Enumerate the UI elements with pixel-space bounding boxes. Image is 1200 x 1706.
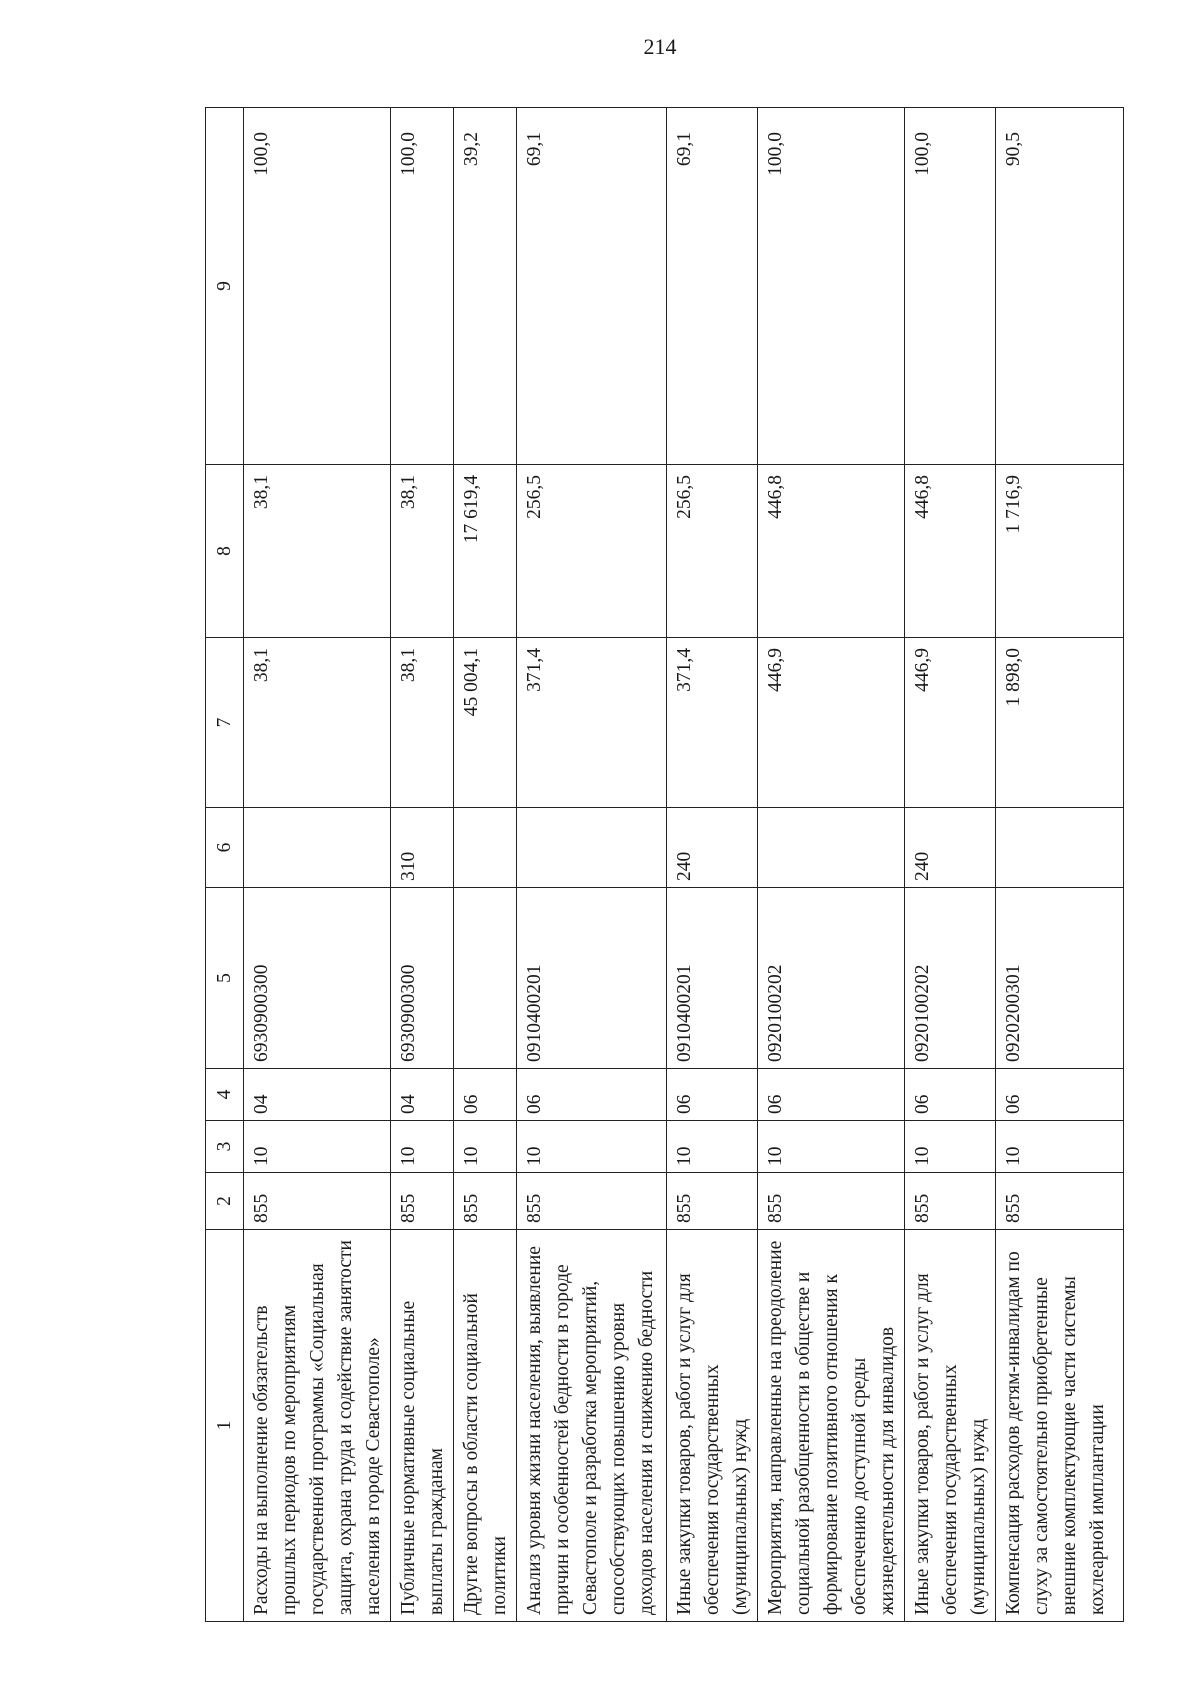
row-1-col-3: 10: [244, 1121, 391, 1173]
row-5-col-6: 240: [667, 808, 758, 888]
row-1-col-6: [244, 808, 391, 888]
header-col-7: 7: [206, 638, 244, 808]
row-6-col-5: 0920100202: [758, 888, 905, 1069]
row-2-col-7: 38,1: [391, 638, 454, 808]
row-2-col-6: 310: [391, 808, 454, 888]
row-8-col-3: 10: [996, 1121, 1124, 1173]
row-1-col-4: 04: [244, 1069, 391, 1121]
row-3-col-3: 10: [454, 1121, 517, 1173]
budget-table: [205, 107, 1124, 1622]
row-7-col-9: 100,0: [905, 108, 996, 465]
row-7-col-8: 446,8: [905, 465, 996, 638]
row-2-col-2: 855: [391, 1173, 454, 1230]
table-row: [454, 108, 517, 1622]
row-6-col-3: 10: [758, 1121, 905, 1173]
row-8-col-8: 1 716,9: [996, 465, 1124, 638]
row-6-col-4: 06: [758, 1069, 905, 1121]
table-row: [758, 108, 905, 1622]
row-7-col-3: 10: [905, 1121, 996, 1173]
row-1-col-7: 38,1: [244, 638, 391, 808]
row-5-col-8: 256,5: [667, 465, 758, 638]
row-1-name: Расходы на выполнение обязательств прошлых периодов по мероприятиям государственной программы «Социальная защита, охрана труда и содействие занятости населения в городе Севастополе»: [244, 1230, 391, 1622]
row-2-col-9: 100,0: [391, 108, 454, 465]
header-col-1: 1: [206, 1230, 244, 1622]
row-4-col-6: [517, 808, 667, 888]
row-5-col-3: 10: [667, 1121, 758, 1173]
row-8-col-6: [996, 808, 1124, 888]
row-6-col-8: 446,8: [758, 465, 905, 638]
row-6-col-6: [758, 808, 905, 888]
row-8-col-4: 06: [996, 1069, 1124, 1121]
row-2-col-3: 10: [391, 1121, 454, 1173]
row-6-col-7: 446,9: [758, 638, 905, 808]
row-4-col-7: 371,4: [517, 638, 667, 808]
row-8-col-5: 0920200301: [996, 888, 1124, 1069]
row-8-col-7: 1 898,0: [996, 638, 1124, 808]
header-col-3: 3: [206, 1121, 244, 1173]
row-4-col-3: 10: [517, 1121, 667, 1173]
header-col-8: 8: [206, 465, 244, 638]
header-col-2: 2: [206, 1173, 244, 1230]
row-5-name: Иные закупки товаров, работ и услуг для обеспечения государственных (муниципальных) нужд: [667, 1230, 758, 1622]
row-3-col-6: [454, 808, 517, 888]
row-4-col-9: 69,1: [517, 108, 667, 465]
row-3-col-9: 39,2: [454, 108, 517, 465]
row-7-col-2: 855: [905, 1173, 996, 1230]
table-row: [244, 108, 391, 1622]
row-5-col-5: 0910400201: [667, 888, 758, 1069]
row-1-col-8: 38,1: [244, 465, 391, 638]
row-7-col-4: 06: [905, 1069, 996, 1121]
header-col-9: 9: [206, 108, 244, 465]
row-8-col-9: 90,5: [996, 108, 1124, 465]
table-row: [905, 108, 996, 1622]
header-col-4: 4: [206, 1069, 244, 1121]
table-row: [667, 108, 758, 1622]
row-7-col-5: 0920100202: [905, 888, 996, 1069]
table-row: [517, 108, 667, 1622]
header-row: [206, 108, 244, 1622]
row-3-col-4: 06: [454, 1069, 517, 1121]
row-7-name: Иные закупки товаров, работ и услуг для обеспечения государственных (муниципальных) нужд: [905, 1230, 996, 1622]
header-col-5: 5: [206, 888, 244, 1069]
row-6-name: Мероприятия, направленные на преодоление социальной разобщенности в обществе и формирование позитивного отношения к обеспечению доступной среды жизнедеятельности для инвалидов: [758, 1230, 905, 1622]
row-1-col-9: 100,0: [244, 108, 391, 465]
row-2-col-4: 04: [391, 1069, 454, 1121]
row-8-name: Компенсация расходов детям-инвалидам по слуху за самостоятельно приобретенные внешние комплектующие части системы кохлеарной имплантации: [996, 1230, 1124, 1622]
row-5-col-7: 371,4: [667, 638, 758, 808]
row-4-col-8: 256,5: [517, 465, 667, 638]
row-8-col-2: 855: [996, 1173, 1124, 1230]
row-3-col-7: 45 004,1: [454, 638, 517, 808]
page-number: 214: [643, 34, 677, 59]
row-2-col-8: 38,1: [391, 465, 454, 638]
row-7-col-6: 240: [905, 808, 996, 888]
row-3-col-8: 17 619,4: [454, 465, 517, 638]
header-col-6: 6: [206, 808, 244, 888]
row-3-col-2: 855: [454, 1173, 517, 1230]
row-4-col-4: 06: [517, 1069, 667, 1121]
row-1-col-5: 6930900300: [244, 888, 391, 1069]
row-2-name: Публичные нормативные социальные выплаты гражданам: [391, 1230, 454, 1622]
row-6-col-9: 100,0: [758, 108, 905, 465]
row-4-col-5: 0910400201: [517, 888, 667, 1069]
table-row: [996, 108, 1124, 1622]
row-2-col-5: 6930900300: [391, 888, 454, 1069]
row-6-col-2: 855: [758, 1173, 905, 1230]
row-1-col-2: 855: [244, 1173, 391, 1230]
row-7-col-7: 446,9: [905, 638, 996, 808]
rotated-table-container: [205, 108, 1108, 1622]
table-row: [391, 108, 454, 1622]
row-5-col-2: 855: [667, 1173, 758, 1230]
row-3-col-5: [454, 888, 517, 1069]
row-5-col-9: 69,1: [667, 108, 758, 465]
row-3-name: Другие вопросы в области социальной политики: [454, 1230, 517, 1622]
row-5-col-4: 06: [667, 1069, 758, 1121]
row-4-col-2: 855: [517, 1173, 667, 1230]
row-4-name: Анализ уровня жизни населения, выявление причин и особенностей бедности в городе Севастополе и разработка мероприятий, способствующих повышению уровня доходов населения и снижению бедности: [517, 1230, 667, 1622]
